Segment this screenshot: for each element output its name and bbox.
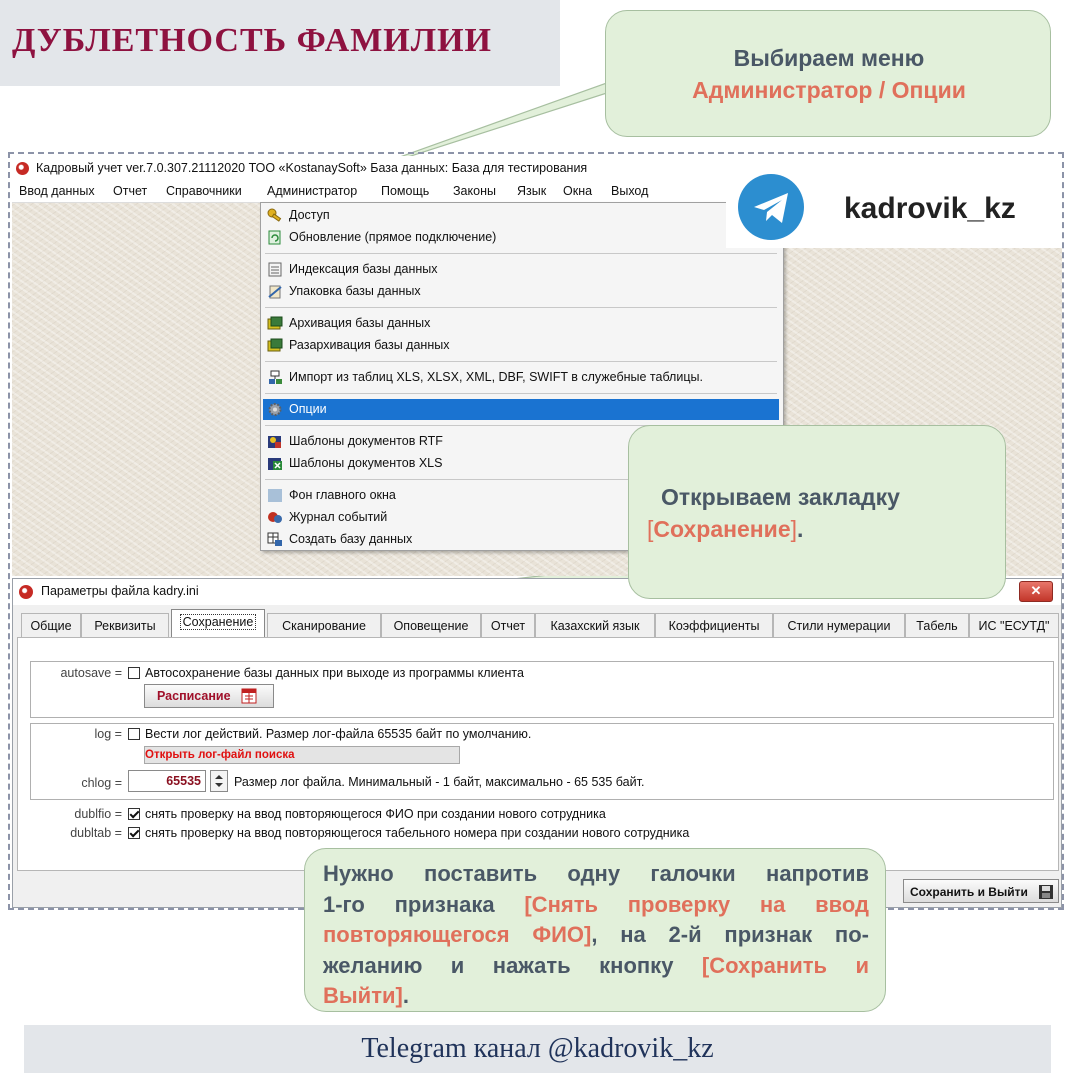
background-icon: [267, 488, 283, 503]
menu-item-access[interactable]: Доступ: [263, 205, 779, 226]
chlog-key: chlog =: [81, 776, 122, 790]
dialog-tabs: [17, 611, 1061, 638]
gear-icon: [267, 402, 283, 417]
page-title: ДУБЛЕТНОСТЬ ФАМИЛИИ: [12, 22, 492, 59]
menu-item-create-db[interactable]: Создать базу данных: [263, 529, 779, 550]
tab-coefficients[interactable]: Коэффициенты: [655, 613, 773, 637]
log-key: log =: [94, 727, 122, 741]
menu-help[interactable]: Помощь: [381, 184, 430, 198]
floppy-disk-icon: [1038, 884, 1054, 900]
create-db-icon: [267, 532, 283, 547]
app-title: Кадровый учет ver.7.0.307.21112020 ТОО «KostanaySoft» База данных: База для тестирования: [36, 161, 588, 175]
index-icon: [267, 262, 283, 277]
update-icon: [267, 230, 283, 245]
dialog-title: Параметры файла kadry.ini: [41, 584, 199, 598]
menu-data-entry[interactable]: Ввод данных: [19, 184, 95, 198]
tab-requisites[interactable]: Реквизиты: [81, 613, 169, 637]
tab-timesheet[interactable]: Табель: [905, 613, 969, 637]
chlog-input[interactable]: 65535: [128, 770, 206, 792]
rtf-template-icon: [267, 434, 283, 449]
chlog-label: Размер лог файла. Минимальный - 1 байт, максимально - 65 535 байт.: [234, 775, 645, 789]
tab-panel-saving: [17, 637, 1059, 871]
tab-esutd[interactable]: ИС "ЕСУТД": [969, 613, 1059, 637]
menu-item-pack[interactable]: Упаковка базы данных: [263, 281, 779, 302]
schedule-button[interactable]: Расписание: [144, 684, 274, 708]
tab-scanning[interactable]: Сканирование: [267, 613, 381, 637]
spinner-arrows-icon: [211, 771, 227, 791]
menu-item-background[interactable]: Фон главного окна: [263, 485, 779, 506]
telegram-icon: [738, 174, 804, 240]
dubltab-checkbox[interactable]: [128, 827, 140, 839]
dublfio-checkbox[interactable]: [128, 808, 140, 820]
menu-separator: [265, 361, 777, 362]
menu-item-update[interactable]: Обновление (прямое подключение): [263, 227, 779, 248]
import-icon: [267, 370, 283, 385]
save-and-exit-button[interactable]: Сохранить и Выйти: [903, 879, 1059, 903]
close-button[interactable]: ✕: [1019, 581, 1053, 602]
tab-report[interactable]: Отчет: [481, 613, 535, 637]
unarchive-icon: [267, 338, 283, 353]
archive-icon: [267, 316, 283, 331]
telegram-badge: [726, 168, 1062, 248]
menu-item-import[interactable]: Импорт из таблиц XLS, XLSX, XML, DBF, SWIFT в служебные таблицы.: [263, 367, 779, 388]
log-checkbox[interactable]: [128, 728, 140, 740]
dubltab-key: dubltab =: [70, 826, 122, 840]
menu-item-event-log[interactable]: Журнал событий: [263, 507, 779, 528]
tab-numbering-styles[interactable]: Стили нумерации: [773, 613, 905, 637]
autosave-key: autosave =: [60, 666, 122, 680]
menu-report[interactable]: Отчет: [113, 184, 148, 198]
log-icon: [267, 510, 283, 525]
dublfio-key: dublfio =: [74, 807, 122, 821]
xls-template-icon: [267, 456, 283, 471]
dubltab-label: снять проверку на ввод повторяющегося табельного номера при создании нового сотрудника: [145, 826, 690, 840]
menu-windows[interactable]: Окна: [563, 184, 593, 198]
menu-administrator[interactable]: Администратор: [267, 184, 358, 198]
menu-item-rtf-templates[interactable]: Шаблоны документов RTF: [263, 431, 779, 452]
footer-text: Telegram канал @kadrovik_kz: [361, 1033, 714, 1064]
key-icon: [267, 208, 283, 223]
tab-saving[interactable]: Сохранение: [171, 609, 265, 637]
menu-separator: [265, 253, 777, 254]
calendar-icon: [241, 688, 257, 704]
tab-kazakh-language[interactable]: Казахский язык: [535, 613, 655, 637]
dialog-logo-icon: [19, 585, 33, 599]
open-log-button[interactable]: Открыть лог-файл поиска: [144, 746, 460, 764]
autosave-checkbox[interactable]: [128, 667, 140, 679]
callout-open-tab: Открываем закладку [Сохранение].: [628, 425, 1006, 599]
telegram-channel-name: kadrovik_kz: [844, 192, 1016, 225]
menu-separator: [265, 393, 777, 394]
log-label: Вести лог действий. Размер лог-файла 65535 байт по умолчанию.: [145, 727, 532, 741]
menu-language[interactable]: Язык: [517, 184, 547, 198]
menu-item-options[interactable]: Опции: [263, 399, 779, 420]
menu-item-indexing[interactable]: Индексация базы данных: [263, 259, 779, 280]
pack-icon: [267, 284, 283, 299]
callout-select-menu: Выбираем меню Администратор / Опции: [605, 10, 1051, 137]
tab-notification[interactable]: Оповещение: [381, 613, 481, 637]
callout-instructions: Нужно поставить одну галочки напротив 1-го признака [Снять проверку на ввод повторяющегося ФИО], на 2-й признак по- желанию и нажать кнопку [Сохранить и Выйти].: [304, 848, 886, 1012]
chlog-spinner[interactable]: [210, 770, 228, 792]
footer-banner: [24, 1025, 1051, 1073]
menu-separator: [265, 307, 777, 308]
autosave-label: Автосохранение базы данных при выходе из программы клиента: [145, 666, 524, 680]
menu-directories[interactable]: Справочники: [166, 184, 242, 198]
dublfio-label: снять проверку на ввод повторяющегося ФИО при создании нового сотрудника: [145, 807, 606, 821]
menu-item-archive[interactable]: Архивация базы данных: [263, 313, 779, 334]
menu-laws[interactable]: Законы: [453, 184, 496, 198]
menu-item-xls-templates[interactable]: Шаблоны документов XLS: [263, 453, 779, 474]
menu-item-unarchive[interactable]: Разархивация базы данных: [263, 335, 779, 356]
tab-general[interactable]: Общие: [21, 613, 81, 637]
menu-exit[interactable]: Выход: [611, 184, 649, 198]
app-logo-icon: [16, 162, 29, 175]
